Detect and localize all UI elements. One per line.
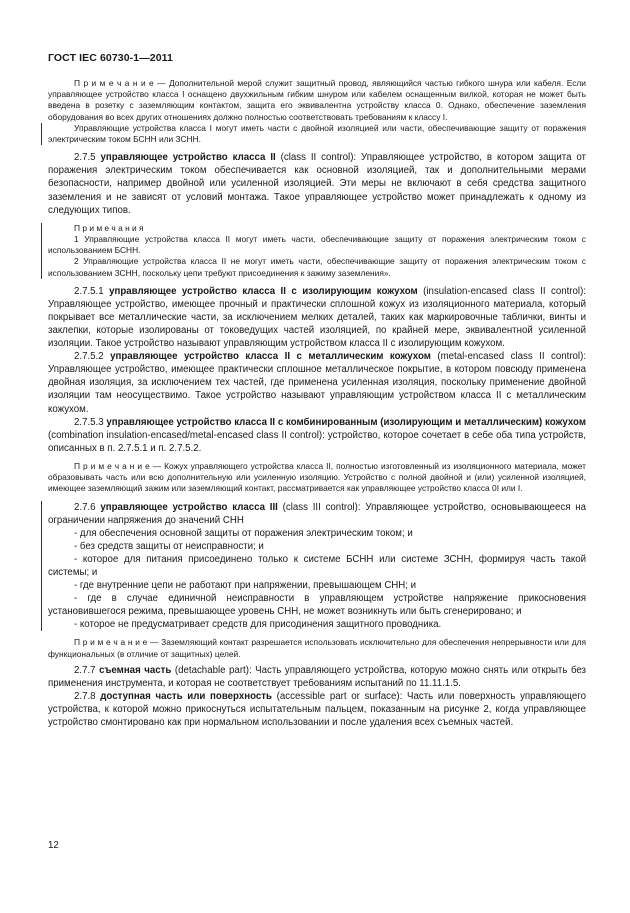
list-item: - которое для питания присоединено только к системе БСНН или системе ЗСНН, формируя часть такой системы; и — [48, 553, 586, 578]
note-label: П р и м е ч а н и е — [74, 637, 148, 648]
revision-block-3 — [48, 501, 586, 632]
note-2-7-5-2: 2 Управляющие устройства класса II не могут иметь части, обеспечивающие защиту от поражения электрическим током с использованием ЗСНН, поскольку цепи требуют присоединения к зажиму заземления». — [48, 256, 586, 278]
notes-label: П р и м е ч а н и я — [74, 222, 144, 233]
list-item: - где в случае единичной неисправности в управляющем устройстве напряжение прикосновения установившегося режима, превышающее уровень СНН, не может возникнуть или быть сгенерировано; и — [48, 593, 586, 618]
note-class-i-extra: Управляющие устройства класса I могут иметь части с двойной изоляцией или части, обеспечивающие защиту от поражения электрическим током БСНН или ЗСНН. — [48, 122, 586, 145]
list-item: - для обеспечения основной защиты от поражения электрическим током; и — [74, 527, 413, 539]
clause-term: съемная часть — [99, 664, 172, 676]
note-class-i — [48, 78, 586, 123]
clause-number: 2.7.7 — [74, 664, 100, 676]
clause-text: (class II control): Управляющее устройство, в котором защита от поражения электрическим током обеспечивается как основной изоляцией, так и дополнительными мерами безопасности, например двойной или усиленной изоляцией. Эти меры не включают в себя средства защитного заземления и не зависят от условий монтажа. Такое управляющее устройство может принадлежать к одному из следующих типов. — [48, 152, 586, 216]
clause-2-7-6 — [48, 501, 586, 527]
clause-2-7-7 — [48, 664, 586, 690]
list-item: - где внутренние цепи не работают при напряжении, превышающем СНН; и — [74, 580, 417, 592]
clause-text: (insulation-encased class II control): Управляющее устройство, имеющее прочный и практически сплошной кожух из изоляционного материала, который покрывает все металлические части, за исключением мелких деталей, таких как маркировочные таблички, винты и заклепки, которые изолированы от токоведущих частей изоляцией, по крайней мере, эквивалентной усиленной изоляции. Такое устройство называют управляющим устройством класса II с изолирующим кожухом. — [48, 285, 586, 350]
clause-term: доступная часть или поверхность — [100, 691, 272, 703]
list-item: - без средств защиты от неисправности; и — [74, 540, 264, 552]
clause-term: управляющее устройство класса III — [100, 501, 278, 513]
list-item: - которое не предусматривает средств для присодинения защитного проводника. — [74, 619, 442, 631]
clause-text: (detachable part): Часть управляющего устройства, которую можно снять или открыть без применения инструмента, и которая не соответствует требованиям испытаний по 11.11.1.5. — [48, 664, 586, 689]
note-2-7-5-1: 1 Управляющие устройства класса II могут иметь части, обеспечивающие защиту от поражения электрическим током с использованием БСНН. — [48, 233, 586, 256]
revision-bar — [41, 123, 42, 145]
clause-text: (class III control): Управляющее устройство, основывающееся на ограничении напряжения до значений СНН — [48, 501, 586, 526]
clause-2-7-8 — [48, 690, 586, 729]
note-text: — Кожух управляющего устройства класса II, полностью изготовленный из изоляционного материала, может образовывать часть или всю дополнительную или усиленную изоляцию. Устройство с полной двойной и (или) усиленной изоляцией, имеющее заземляющий зажим или заземляющий контакт, рассматривается как управляющее устройство класса 0I или I. — [48, 460, 586, 494]
clause-text: (combination insulation-encased/metal-encased class II control): устройство, которое сочетает в себе оба типа устройств, описанных в п. 2.7.5.1 и п. 2.7.5.2. — [48, 429, 586, 454]
note-text: — Дополнительной мерой служит защитный провод, являющийся частью гибкого шнура или кабеля. Если управляющее устройство класса I оснащено двухжильным гибким шнуром или кабелем оснащенным вилкой, которая не может быть введена в розетку с заземляющим контактом, защита его эквивалентна устройству класса 0. Однако, обеспечение заземления оборудования во всех других отношениях должно полностью соответствовать требованиям к классу I. — [48, 78, 586, 122]
clause-number: 2.7.5 — [74, 152, 101, 164]
clause-number: 2.7.6 — [74, 501, 101, 513]
clause-term: управляющее устройство класса II — [100, 152, 276, 164]
note-label: П р и м е ч а н и е — [74, 78, 154, 88]
clause-number: 2.7.8 — [74, 691, 101, 703]
note-label: П р и м е ч а н и е — [74, 460, 150, 471]
clause-2-7-5-3 — [48, 416, 586, 455]
clause-2-7-5 — [48, 151, 586, 216]
page-body — [48, 78, 586, 729]
revision-block-1 — [48, 123, 586, 145]
clause-number: 2.7.5.3 — [74, 416, 107, 428]
revision-block-2 — [48, 223, 586, 279]
clause-2-7-5-1 — [48, 285, 586, 350]
clause-text: (metal-encased class II control): Управляющее устройство, имеющее практически сплошное металлическое покрытие, в котором повсюду применена двойная изоляция, за исключением тех частей, где применена усиленная изоляция, поскольку применение двойной изоляции там неосуществимо. Такое устройство называют управляющим устройством класса II с металлическим кожухом. — [48, 351, 587, 415]
standard-header: ГОСТ IEC 60730-1—2011 — [48, 52, 173, 64]
page-number: 12 — [48, 840, 59, 851]
note-2-7-5-3 — [48, 461, 586, 495]
clause-term: управляющее устройство класса II с металлическим кожухом — [110, 351, 431, 363]
clause-term: управляющее устройство класса II с изолирующим кожухом — [109, 285, 418, 297]
clause-text: (accessible part or surface): Часть или поверхность управляющего устройства, к которой можно прикоснуться испытательным пальцем, показанным на рисунке 2, когда управляющее устройство смонтировано как при нормальном использовании и после удаления всех съемных частей. — [48, 691, 586, 729]
note-text: — Заземляющий контакт разрешается использовать исключительно для обеспечения непрерывности или для функциональных (в отличие от защитных) целей. — [48, 637, 586, 659]
revision-bar — [41, 501, 42, 632]
clause-number: 2.7.5.2 — [74, 351, 111, 363]
clause-number: 2.7.5.1 — [74, 285, 110, 297]
revision-bar — [41, 223, 42, 279]
note-2-7-6 — [48, 637, 586, 659]
clause-2-7-5-2 — [48, 350, 586, 415]
clause-term: управляющее устройство класса II с комбинированным (изолирующим и металлическим) кожухом — [106, 416, 586, 428]
